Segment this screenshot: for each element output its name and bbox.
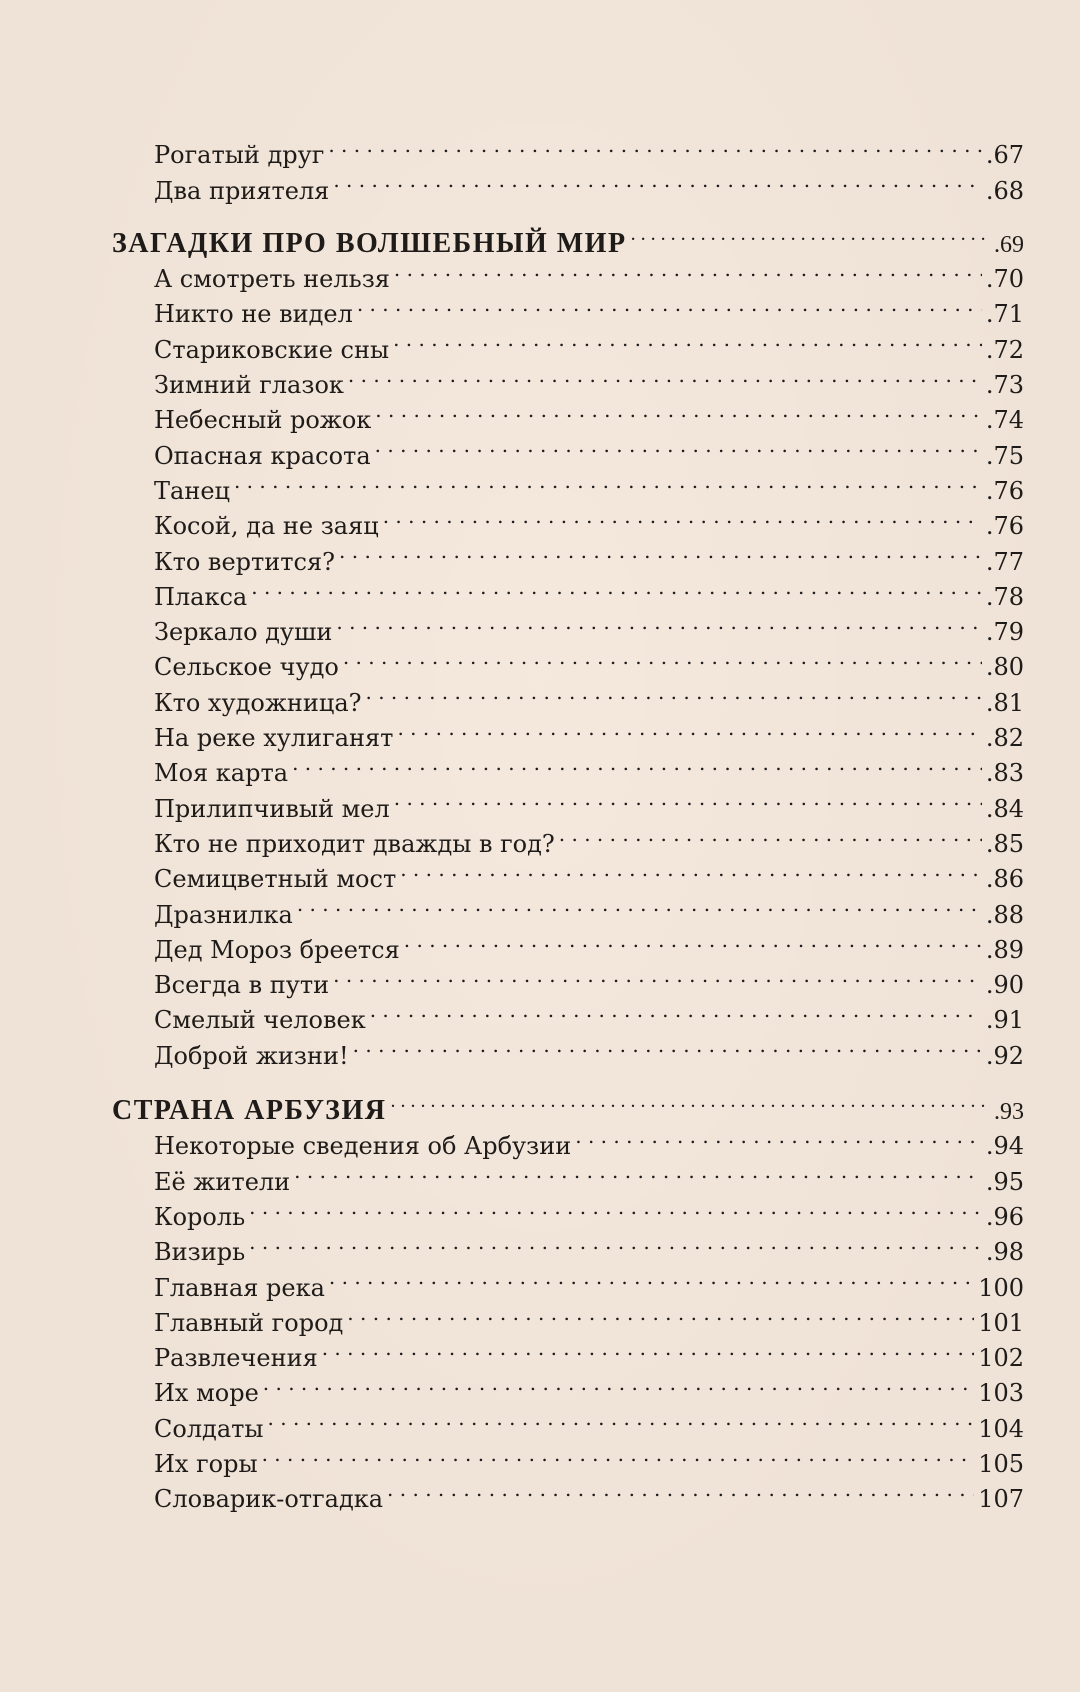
section-title: ЗАГАДКИ ПРО ВОЛШЕБНЫЙ МИР bbox=[112, 227, 627, 259]
entry-page-number: .67 bbox=[985, 141, 1024, 170]
dot-leader bbox=[292, 746, 982, 781]
toc-group-continued bbox=[112, 128, 1024, 205]
entry-title: Дразнилка bbox=[154, 900, 293, 929]
entry-title: Два приятеля bbox=[154, 176, 330, 205]
entry-page-number: 105 bbox=[978, 1449, 1024, 1478]
entry-page-number: .72 bbox=[985, 335, 1024, 364]
dot-leader bbox=[375, 428, 982, 463]
dot-leader bbox=[262, 1437, 975, 1472]
entry-page-number: .82 bbox=[985, 724, 1024, 753]
dot-leader bbox=[559, 817, 982, 852]
entry-page-number: 107 bbox=[978, 1485, 1024, 1514]
entry-title: Зимний глазок bbox=[154, 371, 344, 400]
entry-page-number: .70 bbox=[985, 265, 1024, 294]
dot-leader bbox=[394, 781, 982, 816]
dot-leader bbox=[357, 287, 982, 322]
entry-title: Доброй жизни! bbox=[154, 1041, 349, 1070]
toc-group-magic-world bbox=[112, 252, 1024, 1070]
dot-leader bbox=[268, 1401, 975, 1436]
entry-title: Всегда в пути bbox=[154, 971, 330, 1000]
toc-entry[interactable] bbox=[112, 1225, 1024, 1267]
entry-title: Танец bbox=[154, 476, 230, 505]
entry-title: Главный город bbox=[154, 1308, 344, 1337]
entry-page-number: .88 bbox=[985, 900, 1024, 929]
entry-title: Некоторые сведения об Арбузии bbox=[154, 1132, 572, 1161]
toc-group-arbuzia bbox=[112, 1119, 1024, 1514]
entry-page-number: .76 bbox=[985, 476, 1024, 505]
entry-page-number: .71 bbox=[985, 300, 1024, 329]
entry-title: Никто не видел bbox=[154, 300, 353, 329]
dot-leader bbox=[251, 570, 982, 605]
dot-leader bbox=[322, 1331, 974, 1366]
dot-leader bbox=[383, 499, 982, 534]
dot-leader bbox=[404, 923, 982, 958]
toc-entry[interactable] bbox=[112, 605, 1024, 647]
dot-leader bbox=[393, 322, 982, 357]
entry-page-number: .91 bbox=[985, 1006, 1024, 1035]
entry-page-number: .81 bbox=[985, 688, 1024, 717]
dot-leader bbox=[249, 1190, 982, 1225]
entry-page-number: .85 bbox=[985, 829, 1024, 858]
toc-section-magic-world[interactable] bbox=[112, 217, 1024, 259]
toc-entry[interactable] bbox=[112, 1190, 1024, 1231]
entry-page-number: .86 bbox=[985, 865, 1024, 894]
entry-title: А смотреть нельзя bbox=[154, 265, 390, 294]
dot-leader bbox=[394, 252, 982, 287]
dot-leader bbox=[328, 128, 982, 163]
dot-leader bbox=[387, 1472, 974, 1507]
entry-title: Кто художница? bbox=[154, 688, 362, 717]
section-page-number: .93 bbox=[994, 1099, 1024, 1126]
entry-title: Главная река bbox=[154, 1273, 325, 1302]
dot-leader bbox=[263, 1366, 974, 1401]
entry-page-number: 103 bbox=[978, 1379, 1024, 1408]
dot-leader bbox=[249, 1225, 982, 1260]
entry-title: На реке хулиганят bbox=[154, 724, 394, 753]
table-of-contents bbox=[112, 128, 1024, 1514]
entry-page-number: 100 bbox=[978, 1273, 1024, 1302]
entry-title: Солдаты bbox=[154, 1414, 264, 1443]
entry-title: Смелый человек bbox=[154, 1006, 366, 1035]
toc-entry[interactable] bbox=[112, 464, 1024, 505]
entry-page-number: .75 bbox=[985, 441, 1024, 470]
entry-page-number: 101 bbox=[978, 1308, 1024, 1337]
entry-page-number: .95 bbox=[985, 1167, 1024, 1196]
dot-leader bbox=[366, 675, 982, 710]
dot-leader bbox=[333, 958, 982, 993]
entry-title: Кто вертится? bbox=[154, 547, 336, 576]
entry-title: Зеркало души bbox=[154, 618, 333, 647]
entry-title: Рогатый друг bbox=[154, 141, 325, 170]
entry-title: Визирь bbox=[154, 1238, 246, 1267]
entry-page-number: .92 bbox=[985, 1041, 1024, 1070]
dot-leader bbox=[390, 1084, 990, 1119]
entry-title: Плакса bbox=[154, 582, 248, 611]
entry-page-number: .96 bbox=[985, 1202, 1024, 1231]
entry-title: Её жители bbox=[154, 1167, 291, 1196]
entry-page-number: 102 bbox=[978, 1344, 1024, 1373]
entry-page-number: .94 bbox=[985, 1132, 1024, 1161]
dot-leader bbox=[343, 640, 982, 675]
dot-leader bbox=[339, 534, 982, 569]
dot-leader bbox=[336, 605, 981, 640]
entry-title: Небесный рожок bbox=[154, 406, 372, 435]
entry-title: Косой, да не заяц bbox=[154, 512, 379, 541]
toc-entry[interactable] bbox=[112, 1260, 1024, 1302]
entry-title: Их море bbox=[154, 1379, 259, 1408]
toc-entry[interactable] bbox=[112, 499, 1024, 541]
dot-leader bbox=[294, 1154, 982, 1189]
entry-page-number: .74 bbox=[985, 406, 1024, 435]
dot-leader bbox=[329, 1260, 974, 1295]
dot-leader bbox=[400, 852, 982, 887]
entry-title: Король bbox=[154, 1202, 246, 1231]
entry-title: Кто не приходит дважды в год? bbox=[154, 829, 555, 858]
entry-title: Семицветный мост bbox=[154, 865, 397, 894]
entry-title: Опасная красота bbox=[154, 441, 371, 470]
dot-leader bbox=[348, 358, 982, 393]
entry-title: Моя карта bbox=[154, 759, 289, 788]
dot-leader bbox=[347, 1296, 974, 1331]
entry-title: Словарик-отгадка bbox=[154, 1485, 384, 1514]
toc-section-arbuzia[interactable] bbox=[112, 1084, 1024, 1127]
dot-leader bbox=[575, 1119, 982, 1154]
entry-page-number: .83 bbox=[985, 759, 1024, 788]
toc-entry[interactable] bbox=[112, 128, 1024, 170]
entry-page-number: .73 bbox=[985, 371, 1024, 400]
dot-leader bbox=[297, 887, 982, 922]
dot-leader bbox=[370, 993, 982, 1028]
entry-page-number: .76 bbox=[985, 512, 1024, 541]
entry-page-number: .80 bbox=[985, 653, 1024, 682]
entry-title: Развлечения bbox=[154, 1344, 318, 1373]
entry-title: Дед Мороз бреется bbox=[154, 935, 400, 964]
dot-leader bbox=[375, 393, 982, 428]
entry-page-number: .98 bbox=[985, 1238, 1024, 1267]
entry-page-number: 104 bbox=[978, 1414, 1024, 1443]
entry-page-number: .89 bbox=[985, 935, 1024, 964]
entry-page-number: .77 bbox=[985, 547, 1024, 576]
entry-title: Стариковские сны bbox=[154, 335, 390, 364]
entry-page-number: .79 bbox=[985, 618, 1024, 647]
dot-leader bbox=[333, 163, 982, 198]
entry-title: Их горы bbox=[154, 1449, 258, 1478]
dot-leader bbox=[397, 711, 981, 746]
entry-page-number: .90 bbox=[985, 971, 1024, 1000]
entry-title: Сельское чудо bbox=[154, 653, 339, 682]
entry-page-number: .84 bbox=[985, 794, 1024, 823]
dot-leader bbox=[631, 217, 990, 252]
dot-leader bbox=[353, 1028, 982, 1063]
section-page-number: .69 bbox=[994, 231, 1024, 258]
section-title: СТРАНА АРБУЗИЯ bbox=[112, 1095, 387, 1127]
dot-leader bbox=[234, 464, 982, 499]
entry-page-number: .68 bbox=[985, 176, 1024, 205]
entry-title: Прилипчивый мел bbox=[154, 794, 390, 823]
entry-page-number: .78 bbox=[985, 582, 1024, 611]
